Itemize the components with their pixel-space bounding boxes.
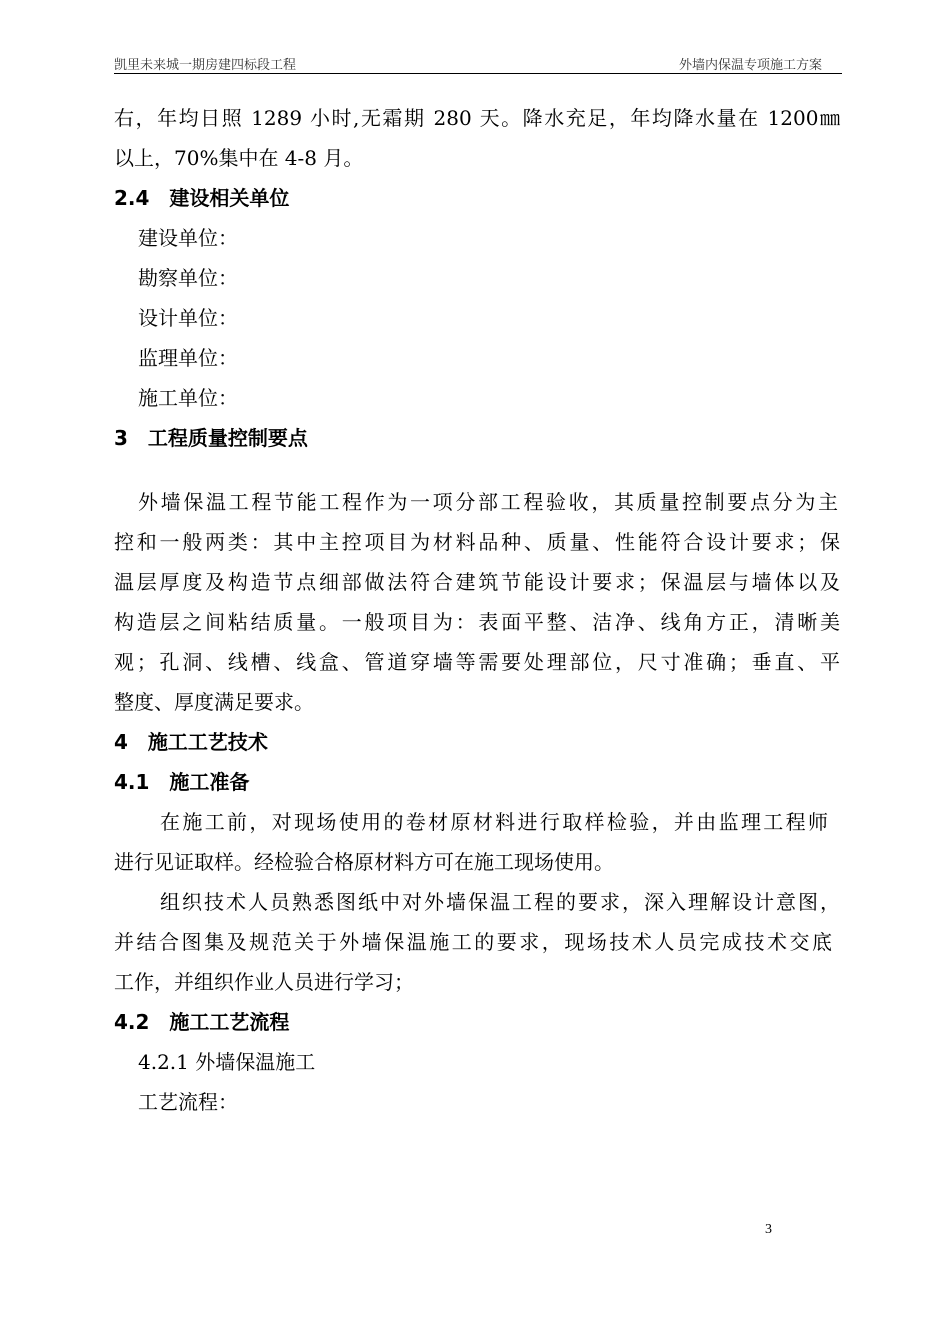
quality-line-1: 外墙保温工程节能工程作为一项分部工程验收，其质量控制要点分为主 bbox=[138, 490, 838, 514]
section-heading-2-4: 2.4 建设相关单位 bbox=[114, 186, 290, 210]
header-document-title: 外墙内保温专项施工方案 bbox=[678, 58, 822, 73]
prep-para-2-line-1: 组织技术人员熟悉图纸中对外墙保温工程的要求，深入理解设计意图， bbox=[160, 890, 840, 914]
unit-construction: 建设单位： bbox=[138, 226, 238, 250]
prep-para-2-line-2: 并结合图集及规范关于外墙保温施工的要求，现场技术人员完成技术交底 bbox=[114, 930, 832, 954]
climate-text-line-2: 以上，70%集中在 4-8 月。 bbox=[114, 146, 364, 170]
section-heading-3: 3 工程质量控制要点 bbox=[114, 426, 308, 450]
section-heading-4-2: 4.2 施工工艺流程 bbox=[114, 1010, 290, 1034]
unit-supervision: 监理单位： bbox=[138, 346, 238, 370]
unit-contractor: 施工单位： bbox=[138, 386, 238, 410]
subsection-heading-4-2-1: 4.2.1 外墙保温施工 bbox=[138, 1050, 316, 1074]
climate-text-line-1: 右，年均日照 1289 小时,无霜期 280 天。降水充足，年均降水量在 1200㎜ bbox=[114, 106, 840, 130]
section-heading-4: 4 施工工艺技术 bbox=[114, 730, 268, 754]
quality-line-3: 温层厚度及构造节点细部做法符合建筑节能设计要求；保温层与墙体以及 bbox=[114, 570, 840, 594]
header-project-name: 凯里未来城一期房建四标段工程 bbox=[114, 58, 297, 73]
quality-line-2: 控和一般两类：其中主控项目为材料品种、质量、性能符合设计要求；保 bbox=[114, 530, 840, 554]
page-number: 3 bbox=[765, 1222, 772, 1237]
header-rule bbox=[114, 73, 842, 74]
quality-line-4: 构造层之间粘结质量。一般项目为：表面平整、洁净、线角方正，清晰美 bbox=[114, 610, 840, 634]
quality-line-5: 观；孔洞、线槽、线盒、管道穿墙等需要处理部位，尺寸准确；垂直、平 bbox=[114, 650, 840, 674]
prep-para-1-line-1: 在施工前，对现场使用的卷材原材料进行取样检验，并由监理工程师 bbox=[160, 810, 828, 834]
unit-survey: 勘察单位： bbox=[138, 266, 238, 290]
unit-design: 设计单位： bbox=[138, 306, 238, 330]
prep-para-1-line-2: 进行见证取样。经检验合格原材料方可在施工现场使用。 bbox=[114, 850, 614, 874]
quality-line-6: 整度、厚度满足要求。 bbox=[114, 690, 314, 714]
process-flow-label: 工艺流程： bbox=[138, 1090, 238, 1114]
section-heading-4-1: 4.1 施工准备 bbox=[114, 770, 250, 794]
prep-para-2-line-3: 工作，并组织作业人员进行学习； bbox=[114, 970, 414, 994]
